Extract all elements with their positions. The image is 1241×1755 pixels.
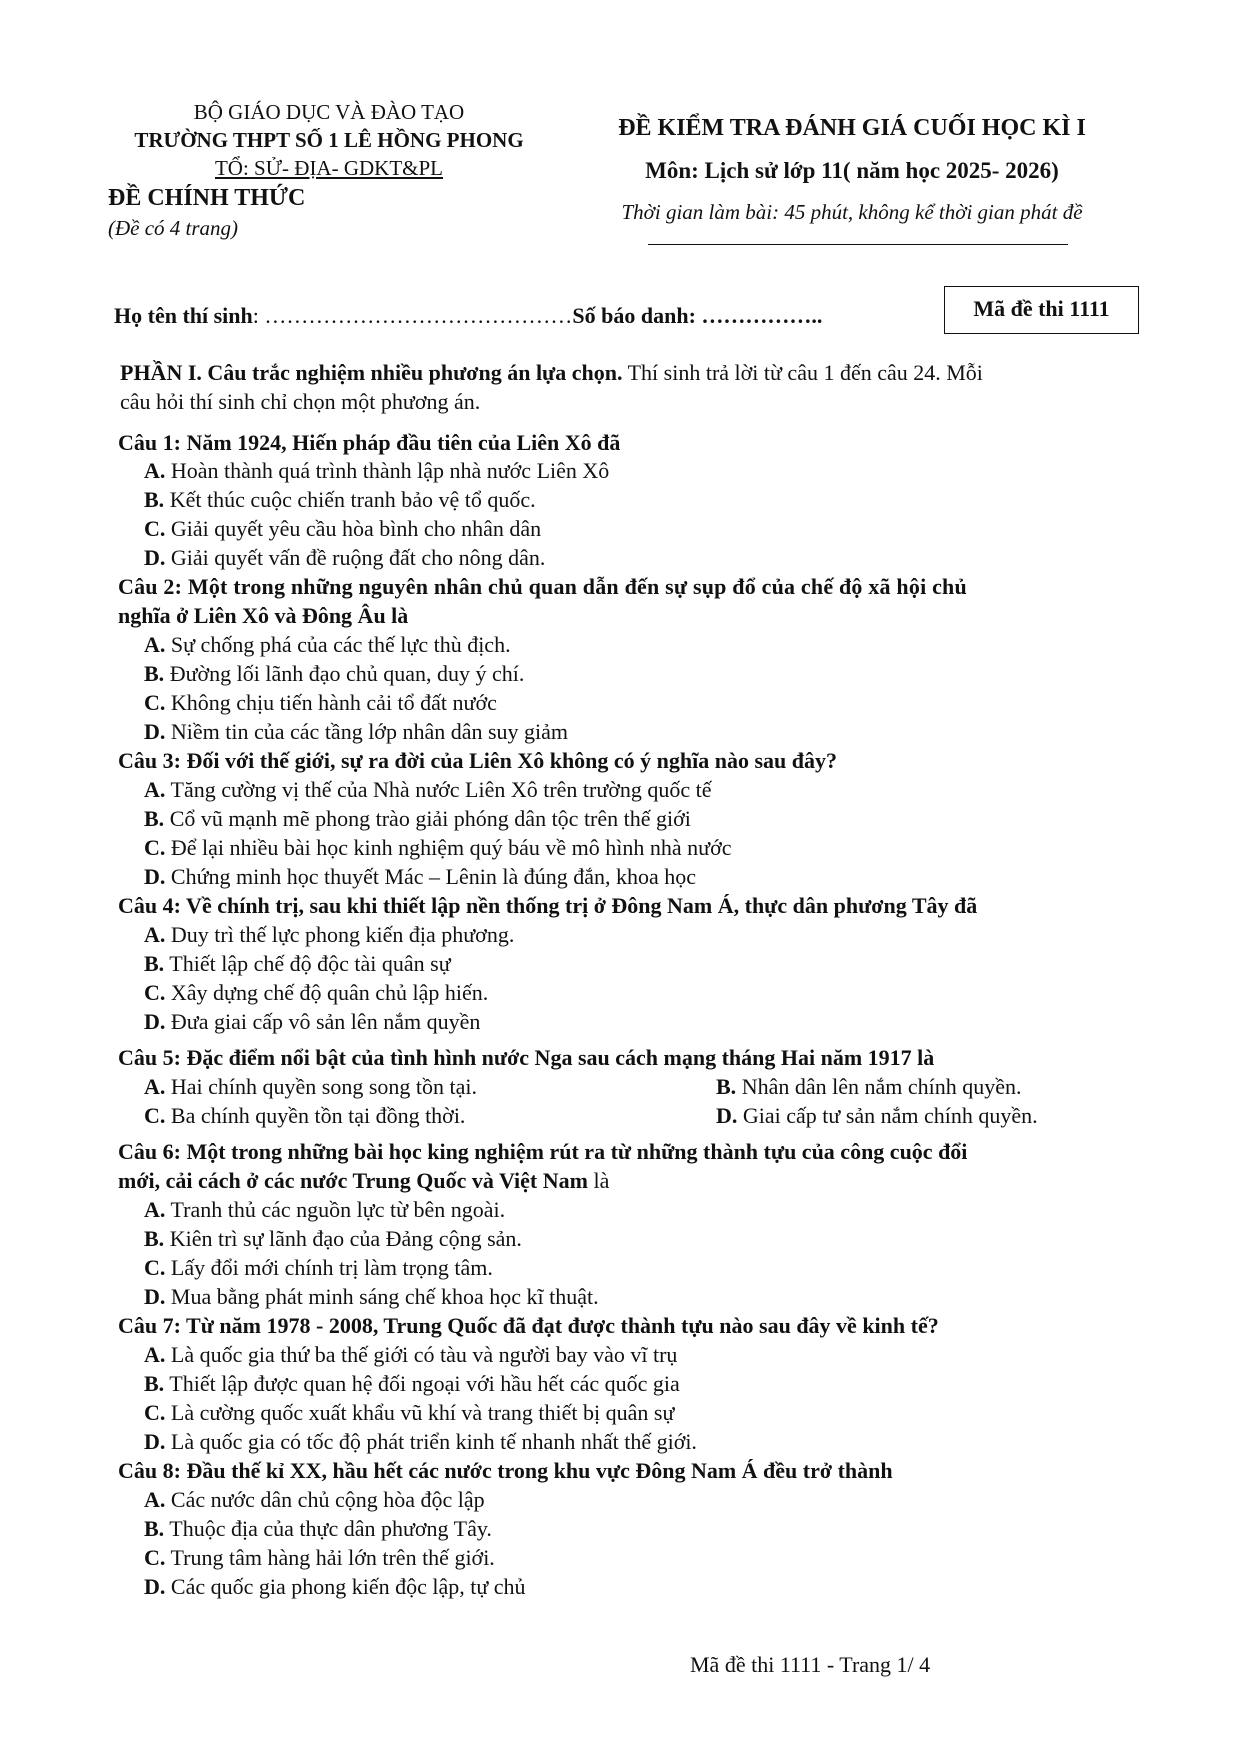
q1-option-b: B. Kết thúc cuộc chiến tranh bảo vệ tổ quốc.: [144, 487, 536, 512]
question-2: Câu 2: Một trong những nguyên nhân chủ quan dẫn đến sự sụp đổ của chế độ xã hội chủ: [118, 574, 967, 599]
official-label: ĐỀ CHÍNH THỨC: [108, 185, 306, 211]
q6-option-b: B. Kiên trì sự lãnh đạo của Đảng cộng sản.: [144, 1226, 522, 1251]
q4-option-c: C. Xây dựng chế độ quân chủ lập hiến.: [144, 980, 489, 1005]
school-name: TRƯỜNG THPT SỐ 1 LÊ HỒNG PHONG: [134, 128, 524, 152]
q8-option-c: C. Trung tâm hàng hải lớn trên thế giới.: [144, 1545, 495, 1570]
id-dots: : ……………..: [688, 303, 823, 328]
q3-option-c: C. Để lại nhiều bài học kinh nghiệm quý báu về mô hình nhà nước: [144, 835, 732, 860]
q4-option-a: A. Duy trì thế lực phong kiến địa phương.: [144, 922, 515, 947]
part1-title: PHẦN I. Câu trắc nghiệm nhiều phương án lựa chọn.: [120, 360, 623, 385]
header-rule: [648, 244, 1068, 245]
q1-option-c: C. Giải quyết yêu cầu hòa bình cho nhân dân: [144, 516, 542, 541]
q5-option-d: D. Giai cấp tư sản nắm chính quyền.: [716, 1103, 1038, 1128]
question-5: Câu 5: Đặc điểm nổi bật của tình hình nước Nga sau cách mạng tháng Hai năm 1917 là: [118, 1045, 935, 1070]
question-8: Câu 8: Đầu thế kỉ XX, hầu hết các nước trong khu vực Đông Nam Á đều trở thành: [118, 1458, 893, 1483]
q8-option-d: D. Các quốc gia phong kiến độc lập, tự chủ: [144, 1574, 526, 1599]
exam-title: ĐỀ KIỂM TRA ĐÁNH GIÁ CUỐI HỌC KÌ I: [618, 115, 1086, 141]
q7-option-a: A. Là quốc gia thứ ba thế giới có tàu và người bay vào vĩ trụ: [144, 1342, 678, 1367]
q5-option-b: B. Nhân dân lên nắm chính quyền.: [716, 1074, 1022, 1099]
q3-option-b: B. Cổ vũ mạnh mẽ phong trào giải phóng dân tộc trên thế giới: [144, 806, 691, 831]
q7-option-b: B. Thiết lập được quan hệ đối ngoại với hầu hết các quốc gia: [144, 1371, 680, 1396]
question-2-cont: nghĩa ở Liên Xô và Đông Âu là: [118, 603, 409, 628]
department-name: TỔ: SỬ- ĐỊA- GDKT&PL: [214, 156, 444, 180]
q5-option-a: A. Hai chính quyền song song tồn tại.: [144, 1074, 478, 1099]
q8-option-a: A. Các nước dân chủ cộng hòa độc lập: [144, 1487, 485, 1512]
ministry-name: BỘ GIÁO DỤC VÀ ĐÀO TẠO: [193, 100, 465, 124]
part1-instruction: Thí sinh trả lời từ câu 1 đến câu 24. Mỗi: [622, 360, 983, 385]
name-dots: : ……………………………………: [252, 303, 573, 328]
q7-option-c: C. Là cường quốc xuất khẩu vũ khí và trang thiết bị quân sự: [144, 1400, 675, 1425]
q6-option-d: D. Mua bằng phát minh sáng chế khoa học kĩ thuật.: [144, 1284, 599, 1309]
page-footer: Mã đề thi 1111 - Trang 1/ 4: [690, 1652, 931, 1677]
pages-note: (Đề có 4 trang): [108, 216, 239, 240]
q2-option-d: D. Niềm tin của các tầng lớp nhân dân suy giảm: [144, 719, 569, 744]
name-label: Họ tên thí sinh: [114, 303, 253, 328]
part1-instruction-2: câu hỏi thí sinh chỉ chọn một phương án.: [120, 389, 481, 414]
q3-option-d: D. Chứng minh học thuyết Mác – Lênin là đúng đắn, khoa học: [144, 864, 697, 889]
q4-option-d: D. Đưa giai cấp vô sản lên nắm quyền: [144, 1009, 481, 1034]
q2-option-b: B. Đường lối lãnh đạo chủ quan, duy ý chí.: [144, 661, 525, 686]
q1-option-a: A. Hoàn thành quá trình thành lập nhà nước Liên Xô: [144, 458, 610, 483]
exam-code-box: Mã đề thi 1111: [944, 286, 1139, 334]
q4-option-b: B. Thiết lập chế độ độc tài quân sự: [144, 951, 451, 976]
question-1: Câu 1: Năm 1924, Hiến pháp đầu tiên của Liên Xô đã: [118, 430, 621, 455]
question-4: Câu 4: Về chính trị, sau khi thiết lập nền thống trị ở Đông Nam Á, thực dân phương Tây đã: [118, 893, 978, 918]
q1-option-d: D. Giải quyết vấn đề ruộng đất cho nông dân.: [144, 545, 546, 570]
q6-option-a: A. Tranh thủ các nguồn lực từ bên ngoài.: [144, 1197, 506, 1222]
student-info-row: [114, 303, 822, 329]
q5-option-c: C. Ba chính quyền tồn tại đồng thời.: [144, 1103, 466, 1128]
question-6-cont: mới, cải cách ở các nước Trung Quốc và Việt Nam là: [118, 1168, 610, 1193]
question-6: Câu 6: Một trong những bài học king nghiệm rút ra từ những thành tựu của công cuộc đổi: [118, 1139, 968, 1164]
q2-option-c: C. Không chịu tiến hành cải tổ đất nước: [144, 690, 497, 715]
q3-option-a: A. Tăng cường vị thế của Nhà nước Liên Xô trên trường quốc tế: [144, 777, 712, 802]
id-label: Số báo danh: [572, 303, 689, 328]
q7-option-d: D. Là quốc gia có tốc độ phát triển kinh tế nhanh nhất thế giới.: [144, 1429, 697, 1454]
q6-option-c: C. Lấy đổi mới chính trị làm trọng tâm.: [144, 1255, 493, 1280]
part1-heading: [120, 358, 983, 387]
question-3: Câu 3: Đối với thế giới, sự ra đời của Liên Xô không có ý nghĩa nào sau đây?: [118, 748, 838, 773]
subject-line: Môn: Lịch sử lớp 11( năm học 2025- 2026): [645, 158, 1059, 183]
time-note: Thời gian làm bài: 45 phút, không kể thời gian phát đề: [621, 200, 1083, 224]
question-7: Câu 7: Từ năm 1978 - 2008, Trung Quốc đã đạt được thành tựu nào sau đây về kinh tế?: [118, 1313, 939, 1338]
q8-option-b: B. Thuộc địa của thực dân phương Tây.: [144, 1516, 492, 1541]
q2-option-a: A. Sự chống phá của các thế lực thù địch.: [144, 632, 511, 657]
